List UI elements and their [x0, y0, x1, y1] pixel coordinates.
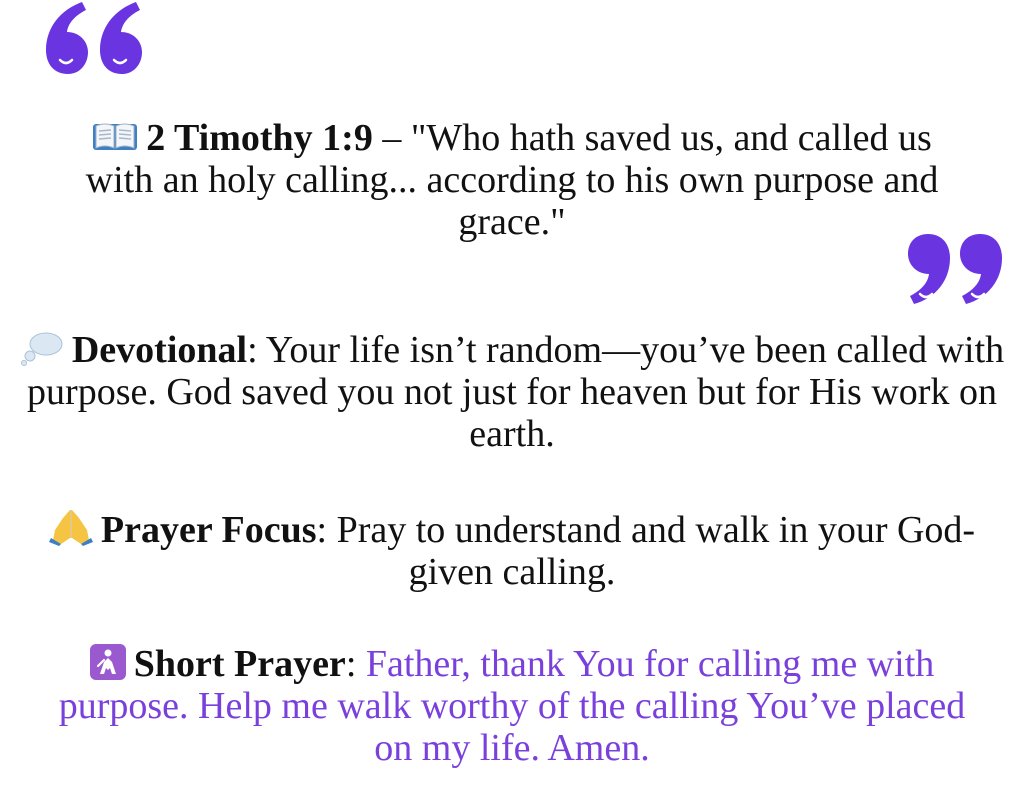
prayer-focus-label: Prayer Focus [100, 509, 317, 551]
open-quote-icon [42, 0, 146, 74]
devotional-block [10, 329, 1014, 455]
place-of-worship-icon [90, 644, 126, 680]
open-book-icon [92, 120, 138, 154]
short-prayer-label: Short Prayer [133, 643, 346, 685]
short-prayer-text: Father, thank You for calling me with purpose. Help me walk worthy of the calling You’ve placed on my life. Amen. [58, 643, 966, 769]
verse-reference: 2 Timothy 1:9 [146, 117, 373, 159]
short-prayer-separator: : [345, 643, 366, 685]
devotional-separator: : [247, 329, 266, 371]
prayer-focus-text: Pray to understand and walk in your God-given calling. [336, 509, 976, 593]
praying-hands-icon [49, 508, 93, 546]
thought-bubble-icon [20, 330, 64, 366]
verse-text: "Who hath saved us, and called us with an holy calling... according to his own purpose and grace." [85, 117, 939, 243]
short-prayer-block [10, 643, 1014, 769]
devotional-label: Devotional [71, 329, 248, 371]
verse-dash: – [372, 117, 411, 159]
prayer-focus-separator: : [316, 509, 337, 551]
prayer-focus-block [10, 508, 1014, 593]
verse-block [10, 117, 1014, 243]
devotional-text: Your life isn’t random—you’ve been called with purpose. God saved you not just for heaven but for His work on earth. [27, 329, 1005, 455]
